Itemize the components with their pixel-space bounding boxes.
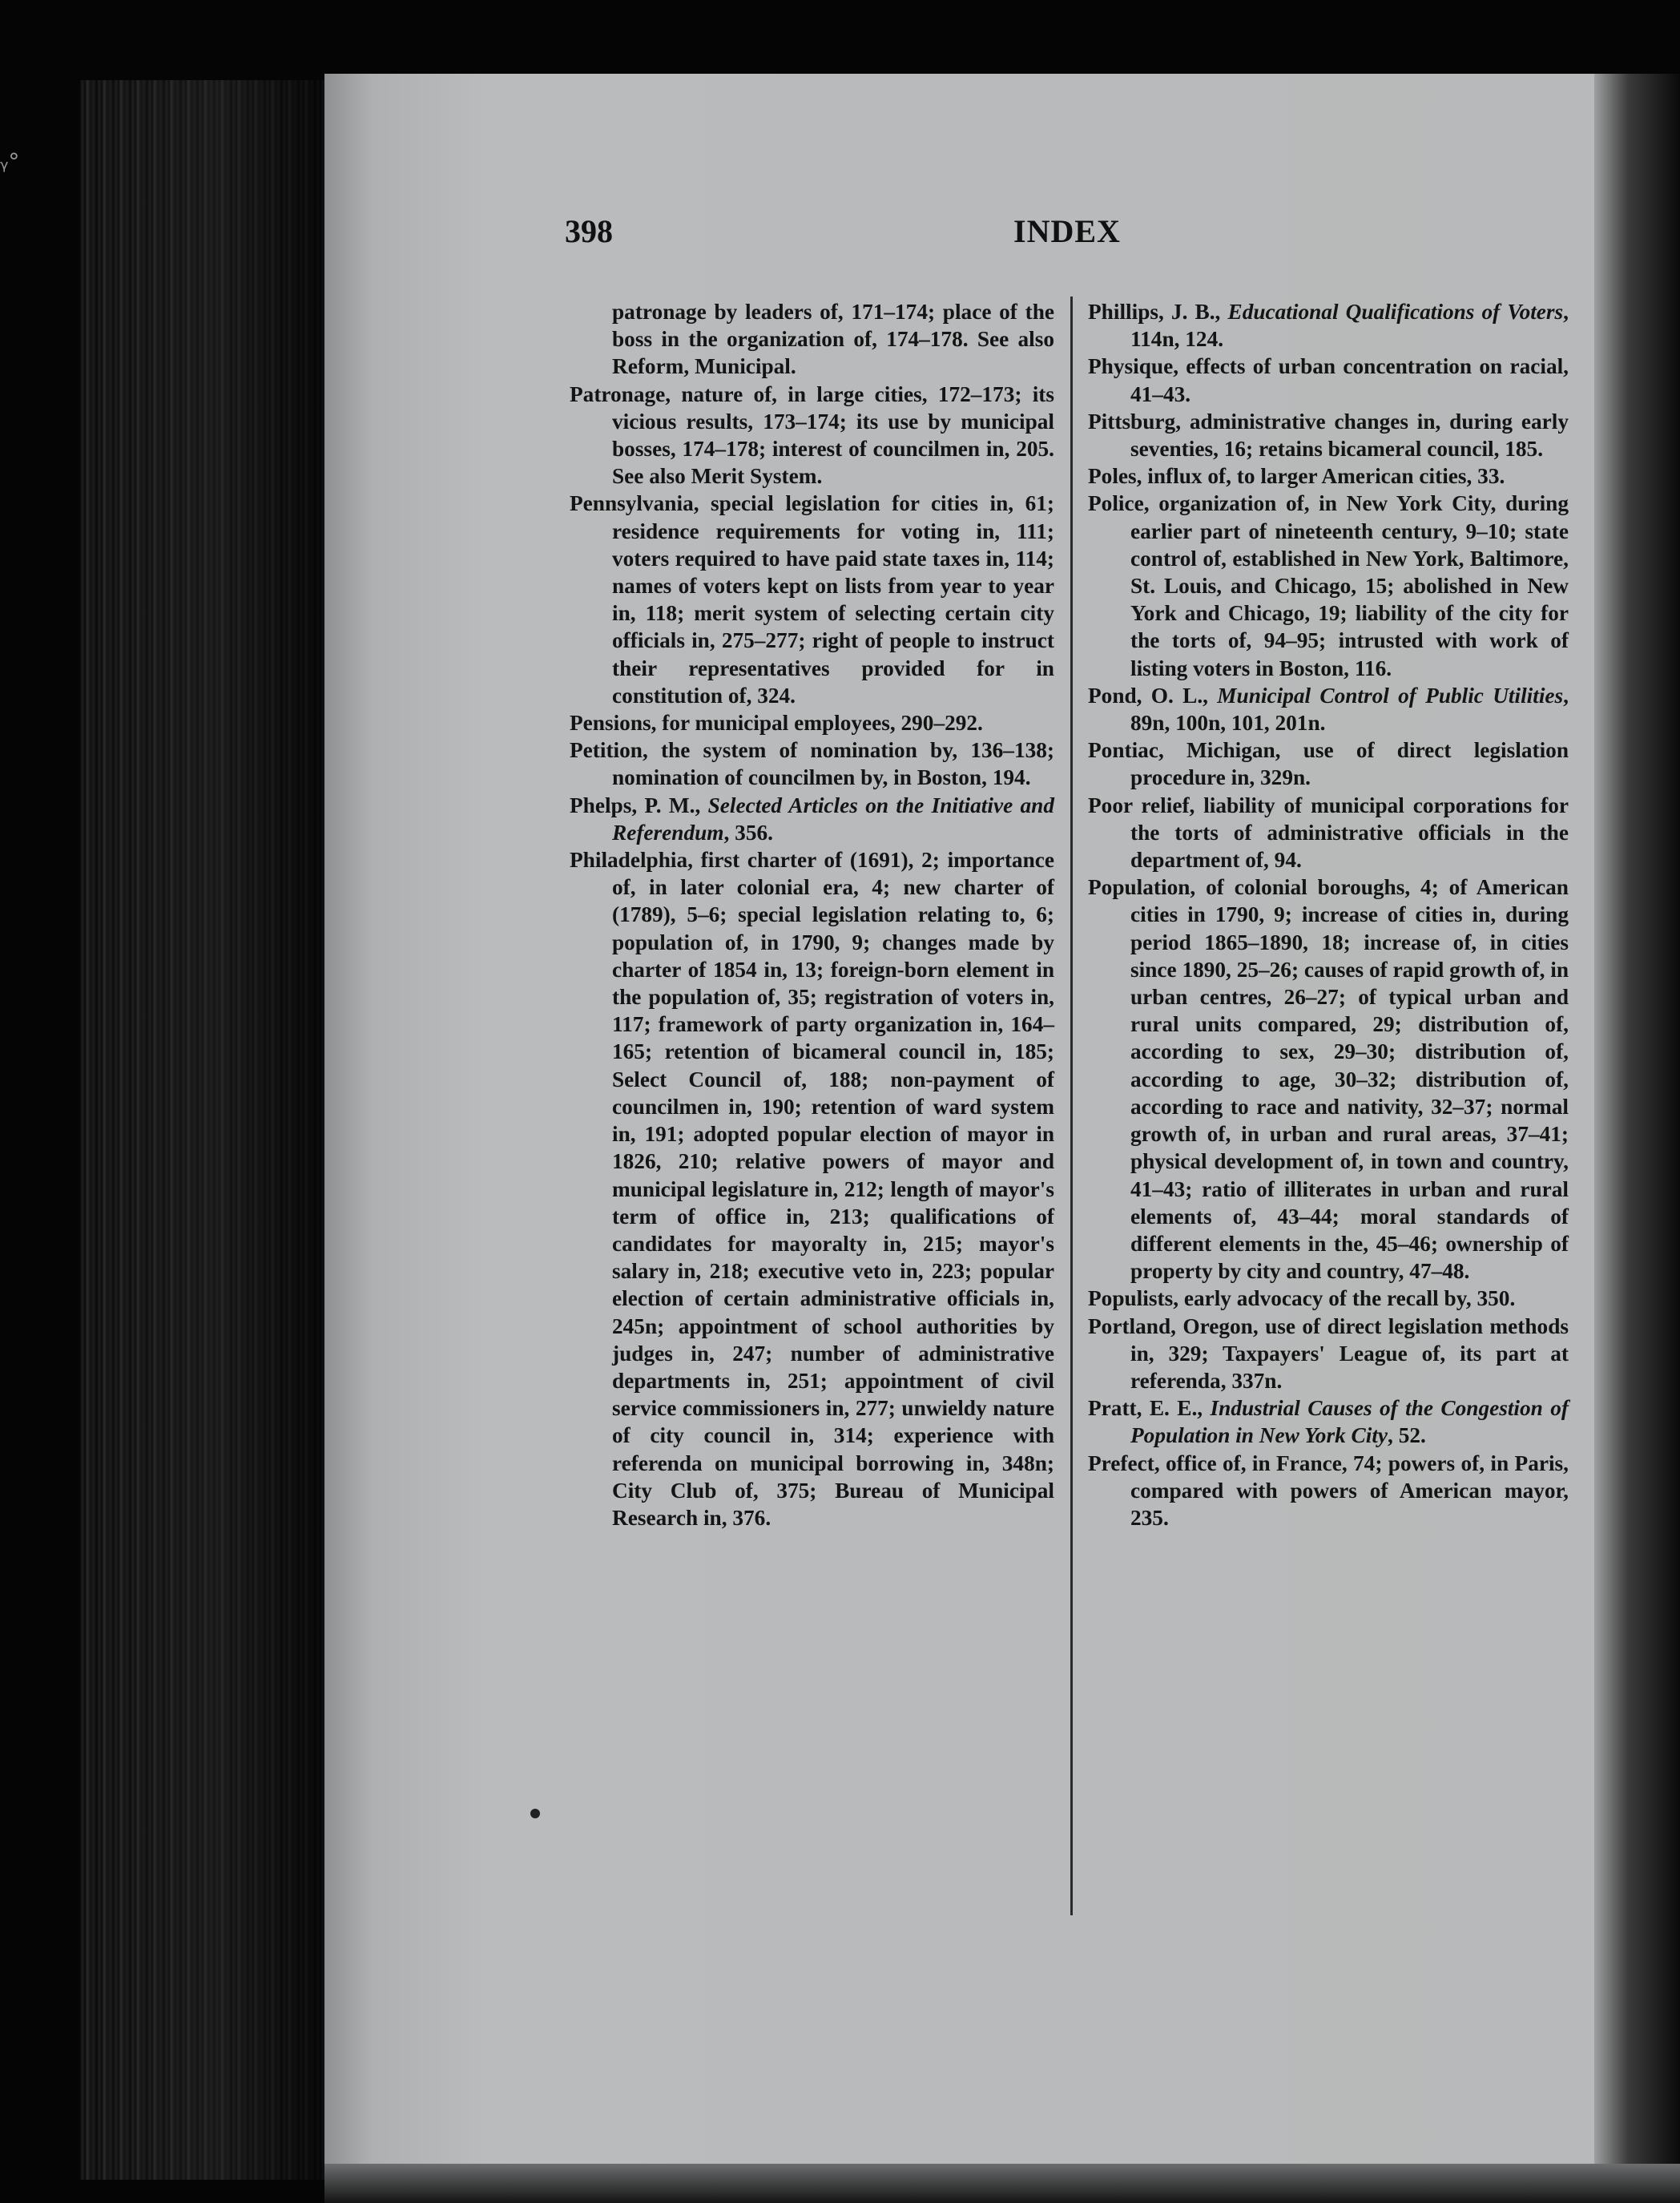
index-entry [570, 792, 1054, 846]
index-column-right [1088, 298, 1569, 1531]
index-entry: Pensions, for municipal employees, 290–292. [570, 711, 983, 736]
index-entry [1088, 1394, 1569, 1449]
scan-speck [530, 1809, 540, 1818]
entry-author: Phelps, P. M., [570, 793, 708, 817]
book-spine-edge [80, 80, 324, 2180]
page-header [565, 212, 1126, 260]
index-entry: Pittsburg, administrative changes in, during early seventies, 16; retains bicameral council, 185. [1088, 409, 1569, 462]
page-bottom-edge [324, 2164, 1680, 2203]
entry-author: Pond, O. L., [1088, 683, 1218, 708]
index-entry: Pontiac, Michigan, use of direct legislation procedure in, 329n. [1088, 738, 1569, 790]
column-divider [1070, 297, 1073, 1915]
index-entry: Patronage, nature of, in large cities, 172–173; its vicious results, 173–174; its use by municipal bosses, 174–178; interest of councilmen in, 205. See also Merit System. [570, 381, 1054, 489]
scan-artifact-mark: ᵧ° [0, 148, 20, 175]
index-entry [1088, 682, 1569, 736]
index-entry: Physique, effects of urban concentration on racial, 41–43. [1088, 354, 1569, 406]
entry-title: Industrial Causes of the Congestion of Population in New York City [1130, 1396, 1569, 1448]
index-entry: Population, of colonial boroughs, 4; of American cities in 1790, 9; increase of cities in, during period 1865–1890, 18; increase of, in cities since 1890, 25–26; causes of rapid growth of, in urban centres, 26–27; of typical urban and rural units compared, 29; distribution of, according to sex, 29–30; distribution of, according to age, 30–32; distribution of, according to race and nativity, 32–37; normal growth of, in urban and rural areas, 37–41; physical development of, in town and country, 41–43; ratio of illiterates in urban and rural elements of, 43–44; moral standards of different elements in the, 45–46; ownership of property by city and country, 47–48. [1088, 875, 1569, 1284]
running-head: INDEX [1013, 213, 1121, 249]
index-entry: Poor relief, liability of municipal corporations for the torts of administrative officials in the department of, 94. [1088, 793, 1569, 873]
index-entry: Police, organization of, in New York City, during earlier part of nineteenth century, 9–10; state control of, established in New York, Baltimore, St. Louis, and Chicago, 15; abolished in New York and Chicago, 19; liability of the city for the torts of, 94–95; intrusted with work of listing voters in Boston, 116. [1088, 491, 1569, 680]
index-entry: Petition, the system of nomination by, 136–138; nomination of councilmen by, in Boston, 194. [570, 738, 1054, 790]
index-entry: patronage by leaders of, 171–174; place of the boss in the organization of, 174–178. See also Reform, Municipal. [612, 300, 1054, 379]
index-entry: Populists, early advocacy of the recall by, 350. [1088, 1286, 1516, 1311]
entry-author: Phillips, J. B., [1088, 300, 1228, 324]
entry-pages: , 89n, 100n, 101, 201n. [1130, 683, 1569, 736]
entry-title: Selected Articles on the Initiative and Referendum [612, 793, 1055, 845]
entry-title: Municipal Control of Public Utilities [1217, 683, 1564, 708]
page-right-edge [1594, 74, 1680, 2203]
page-number: 398 [565, 213, 613, 249]
entry-author: Pratt, E. E., [1088, 1396, 1211, 1421]
entry-title: Educational Qualifications of Voters [1227, 300, 1564, 324]
index-column-left [570, 298, 1054, 1531]
entry-pages: , 114n, 124. [1130, 300, 1569, 352]
index-entry: Prefect, office of, in France, 74; powers of, in Paris, compared with powers of American mayor, 235. [1088, 1451, 1569, 1530]
index-entry: Portland, Oregon, use of direct legislation methods in, 329; Taxpayers' League of, its part at referenda, 337n. [1088, 1313, 1569, 1393]
index-entry [1088, 298, 1569, 353]
index-entry: Poles, influx of, to larger American cities, 33. [1088, 464, 1505, 489]
index-entry: Philadelphia, first charter of (1691), 2; importance of, in later colonial era, 4; new charter of (1789), 5–6; special legislation relating to, 6; population of, in 1790, 9; changes made by charter of 1854 in, 13; foreign-born element in the population of, 35; registration of voters in, 117; framework of party organization in, 164–165; retention of bicameral council in, 185; Select Council of, 188; non-payment of councilmen in, 190; retention of ward system in, 191; adopted popular election of mayor in 1826, 210; relative powers of mayor and municipal legislature in, 212; length of mayor's term of office in, 213; qualifications of candidates for mayoralty in, 215; mayor's salary in, 218; executive veto in, 223; popular election of certain administrative officials in, 245n; appointment of school authorities by judges in, 247; number of administrative departments in, 251; appointment of civil service commissioners in, 277; unwieldy nature of city council in, 314; experience with referenda on municipal borrowing in, 348n; City Club of, 375; Bureau of Municipal Research in, 376. [570, 848, 1054, 1530]
entry-pages: , 356. [723, 820, 773, 845]
index-entry: Pennsylvania, special legislation for cities in, 61; residence requirements for voting in, 111; voters required to have paid state taxes in, 114; names of voters kept on lists from year to year in, 118; merit system of selecting certain city officials in, 275–277; right of people to instruct their representatives provided for in constitution of, 324. [570, 491, 1054, 708]
entry-pages: , 52. [1388, 1423, 1426, 1448]
